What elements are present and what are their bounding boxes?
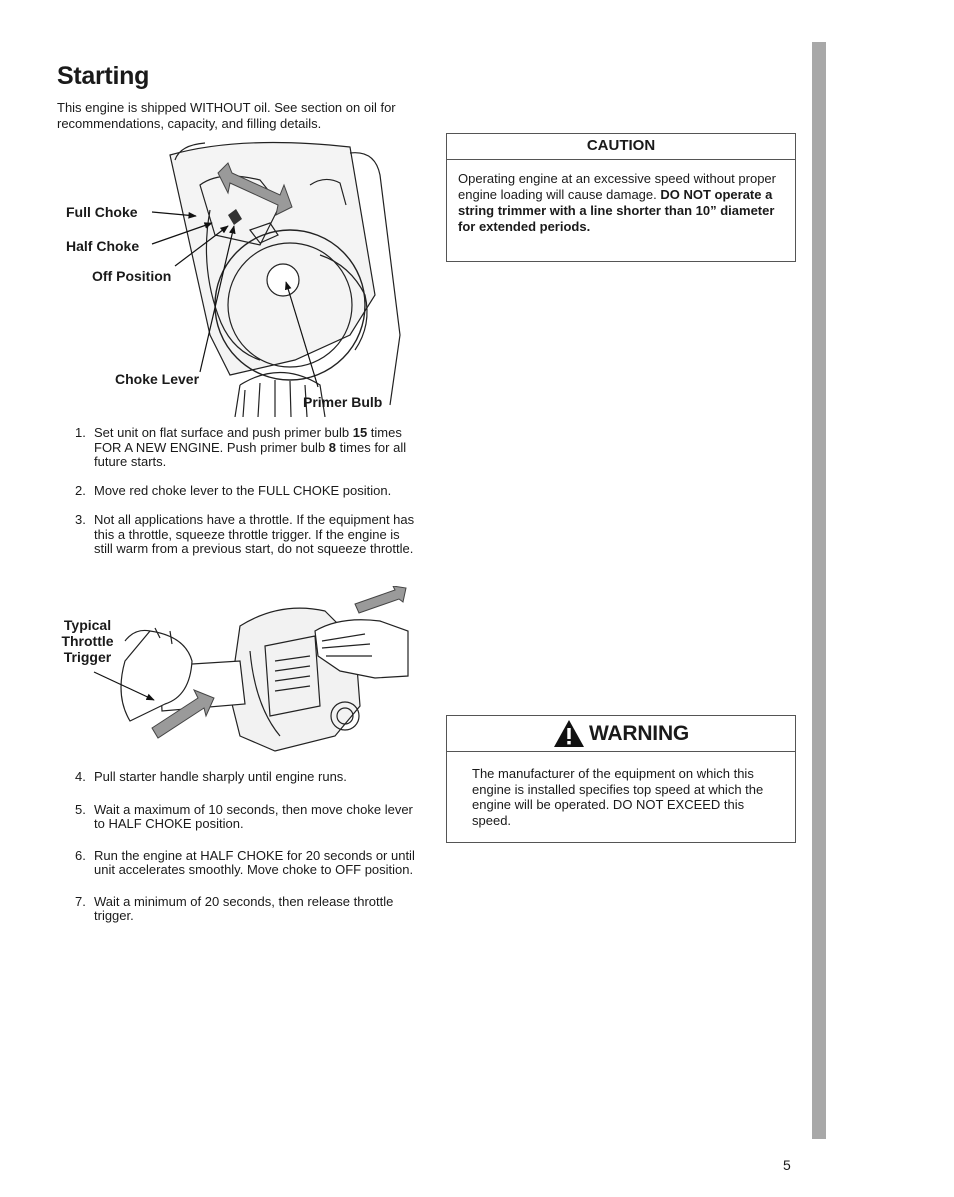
step-text: Not all applications have a throttle. If the equipment has this a throttle, squeeze throttle trigger. If the engine is still warm from a previous start, do not squeeze throttle. (94, 512, 415, 556)
intro-text: This engine is shipped WITHOUT oil. See section on oil for recommendations, capacity, and filling details. (57, 100, 396, 131)
step-number: 2. (75, 483, 86, 498)
step-text: Move red choke lever to the FULL CHOKE position. (94, 483, 392, 498)
label-line: Trigger (63, 649, 112, 665)
label-choke-lever: Choke Lever (115, 371, 200, 387)
step-number: 5. (75, 801, 86, 817)
warning-text: The manufacturer of the equipment on which this engine is installed specifies top speed at which the engine will be operated. DO NOT EXCEED this speed. (472, 766, 764, 828)
steps-list-a (75, 426, 415, 571)
warning-box (446, 715, 796, 843)
list-item (75, 849, 415, 878)
step-number: 3. (75, 512, 86, 527)
step-text: Set unit on flat surface and push primer bulb (94, 425, 353, 440)
list-item (75, 513, 415, 557)
step-text-bold: 15 (352, 425, 368, 440)
caution-box (446, 133, 796, 262)
step-text: Wait a minimum of 20 seconds, then release throttle trigger. (94, 893, 394, 923)
warning-header (447, 716, 795, 752)
label-line: Throttle (61, 633, 114, 649)
page-number: 5 (783, 1157, 791, 1173)
label-off-position: Off Position (92, 268, 172, 284)
sidebar-bar (812, 42, 826, 1139)
list-item (75, 770, 415, 785)
list-item (75, 803, 415, 832)
step-text: times for all future starts. (94, 439, 407, 469)
page-title: Starting (57, 62, 150, 90)
label-half-choke: Half Choke (66, 238, 140, 254)
label-full-choke: Full Choke (66, 204, 138, 220)
step-text: times FOR A NEW ENGINE. Push primer bulb (94, 425, 402, 455)
list-item (75, 484, 415, 499)
caution-text (447, 160, 795, 235)
caution-text-bold: DO NOT operate a string trimmer with a line shorter than 10” diameter for extended periods. (458, 187, 775, 234)
list-item (75, 895, 415, 924)
step-number: 6. (75, 847, 86, 863)
step-number: 7. (75, 893, 86, 909)
step-number: 4. (75, 769, 86, 784)
throttle-trigger-illustration (90, 586, 410, 758)
warning-triangle-icon (553, 719, 585, 748)
step-text: Wait a maximum of 10 seconds, then move choke lever to HALF CHOKE position. (94, 801, 413, 831)
warning-heading: WARNING (588, 721, 690, 745)
step-number: 1. (75, 425, 86, 440)
step-text: Run the engine at HALF CHOKE for 20 seconds or until unit accelerates smoothly. Move choke to OFF position. (94, 847, 415, 877)
step-text: Pull starter handle sharply until engine runs. (94, 769, 347, 784)
label-primer-bulb: Primer Bulb (303, 394, 383, 410)
label-line: Typical (63, 617, 112, 633)
caution-text-plain: Operating engine at an excessive speed without proper engine loading will cause damage. (458, 171, 776, 202)
choke-callout-leaders (0, 0, 420, 420)
caution-heading: CAUTION (447, 134, 795, 160)
steps-list-b (75, 770, 415, 938)
step-text-bold: 8 (328, 439, 337, 455)
list-item (75, 426, 415, 470)
